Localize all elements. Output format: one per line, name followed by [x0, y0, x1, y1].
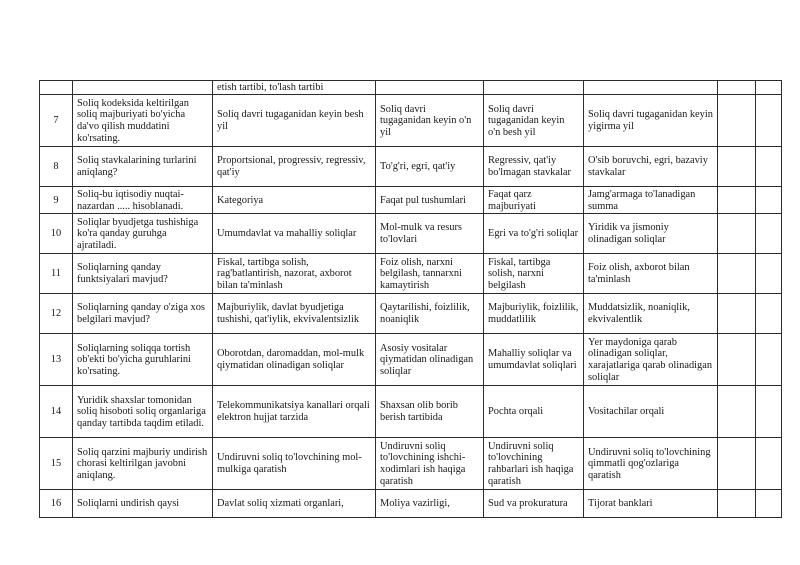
cell-answer-d: Soliq davri tugaganidan keyin yigirma yil [584, 95, 718, 147]
cell-blank-1 [718, 438, 756, 490]
cell-blank-2 [756, 187, 782, 214]
table-row [40, 187, 782, 214]
cell-answer-c: Regressiv, qat'iy bo'lmagan stavkalar [484, 147, 584, 187]
cell-answer-b: Moliya vazirligi, [376, 490, 484, 518]
cell-answer-a: Telekommunikatsiya kanallari orqali elektron hujjat tarzida [213, 386, 376, 438]
cell-blank-2 [756, 490, 782, 518]
cell-answer-b: Faqat pul tushumlari [376, 187, 484, 214]
cell-question: Soliq qarzini majburiy undirish chorasi keltirilgan javobni aniqlang. [73, 438, 213, 490]
cell-num: 7 [40, 95, 73, 147]
cell-answer-a: Umumdavlat va mahalliy soliqlar [213, 214, 376, 254]
cell-blank-2 [756, 81, 782, 95]
cell-answer-c: Majburiylik, foizlilik, muddatlilik [484, 294, 584, 334]
cell-question: Soliqlarning qanday o'ziga xos belgilari mavjud? [73, 294, 213, 334]
cell-answer-d: Undiruvni soliq to'lovchining qimmatli qog'ozlariga qaratish [584, 438, 718, 490]
cell-num: 8 [40, 147, 73, 187]
cell-answer-d: Foiz olish, axborot bilan ta'minlash [584, 254, 718, 294]
cell-blank-2 [756, 147, 782, 187]
cell-answer-b: Foiz olish, narxni belgilash, tannarxni kamaytirish [376, 254, 484, 294]
cell-question: Soliq-bu iqtisodiy nuqtai-nazardan ..... hisoblanadi. [73, 187, 213, 214]
cell-question [73, 81, 213, 95]
table-row [40, 294, 782, 334]
cell-blank-1 [718, 386, 756, 438]
cell-answer-c [484, 81, 584, 95]
cell-answer-c: Soliq davri tugaganidan keyin o'n besh yil [484, 95, 584, 147]
table-row [40, 438, 782, 490]
cell-num: 10 [40, 214, 73, 254]
cell-answer-b: Qaytarilishi, foizlilik, noaniqlik [376, 294, 484, 334]
cell-answer-b: Soliq davri tugaganidan keyin o'n yil [376, 95, 484, 147]
table-row [40, 147, 782, 187]
quiz-table [39, 80, 782, 518]
cell-answer-b: Asosiy vositalar qiymatidan olinadigan soliqlar [376, 334, 484, 386]
cell-num: 12 [40, 294, 73, 334]
cell-blank-1 [718, 254, 756, 294]
cell-answer-c: Fiskal, tartibga solish, narxni belgilash [484, 254, 584, 294]
cell-num [40, 81, 73, 95]
cell-answer-d: Jamg'armaga to'lanadigan summa [584, 187, 718, 214]
cell-blank-1 [718, 490, 756, 518]
cell-blank-2 [756, 386, 782, 438]
cell-blank-2 [756, 438, 782, 490]
cell-blank-1 [718, 334, 756, 386]
cell-answer-b: Shaxsan olib borib berish tartibida [376, 386, 484, 438]
cell-answer-b: Undiruvni soliq to'lovchining ishchi-xodimlari ish haqiga qaratish [376, 438, 484, 490]
cell-answer-a: Oborotdan, daromaddan, mol-mulk qiymatidan olinadigan soliqlar [213, 334, 376, 386]
cell-answer-a: Davlat soliq xizmati organlari, [213, 490, 376, 518]
cell-answer-c: Undiruvni soliq to'lovchining rahbarlari ish haqiga qaratish [484, 438, 584, 490]
cell-answer-c: Egri va to'g'ri soliqlar [484, 214, 584, 254]
table-row [40, 334, 782, 386]
cell-num: 15 [40, 438, 73, 490]
cell-question: Soliq kodeksida keltirilgan soliq majburiyati bo'yicha da'vo qilish muddatini ko'rsating. [73, 95, 213, 147]
cell-answer-c: Faqat qarz majburiyati [484, 187, 584, 214]
cell-answer-c: Sud va prokuratura [484, 490, 584, 518]
cell-blank-1 [718, 81, 756, 95]
cell-answer-d: O'sib boruvchi, egri, bazaviy stavkalar [584, 147, 718, 187]
cell-answer-b [376, 81, 484, 95]
cell-answer-a: etish tartibi, to'lash tartibi [213, 81, 376, 95]
cell-answer-c: Mahalliy soliqlar va umumdavlat soliqlari [484, 334, 584, 386]
cell-num: 11 [40, 254, 73, 294]
cell-blank-1 [718, 214, 756, 254]
table-row [40, 386, 782, 438]
cell-blank-1 [718, 187, 756, 214]
cell-question: Soliq stavkalarining turlarini aniqlang? [73, 147, 213, 187]
cell-answer-d [584, 81, 718, 95]
cell-answer-a: Undiruvni soliq to'lovchining mol-mulkiga qaratish [213, 438, 376, 490]
table-row-continuation [40, 81, 782, 95]
cell-answer-a: Fiskal, tartibga solish, rag'batlantirish, nazorat, axborot bilan ta'minlash [213, 254, 376, 294]
cell-blank-2 [756, 254, 782, 294]
cell-blank-2 [756, 95, 782, 147]
cell-num: 16 [40, 490, 73, 518]
cell-question: Soliqlar byudjetga tushishiga ko'ra qanday guruhga ajratiladi. [73, 214, 213, 254]
cell-answer-b: To'g'ri, egri, qat'iy [376, 147, 484, 187]
cell-answer-d: Vositachilar orqali [584, 386, 718, 438]
cell-answer-a: Proportsional, progressiv, regressiv, qat'iy [213, 147, 376, 187]
cell-answer-c: Pochta orqali [484, 386, 584, 438]
table-row [40, 254, 782, 294]
cell-answer-d: Muddatsizlik, noaniqlik, ekvivalentlik [584, 294, 718, 334]
cell-answer-b: Mol-mulk va resurs to'lovlari [376, 214, 484, 254]
cell-question: Soliqlarning qanday funktsiyalari mavjud? [73, 254, 213, 294]
cell-blank-1 [718, 294, 756, 334]
cell-question: Soliqlarning soliqqa tortish ob'ekti bo'yicha guruhlarini ko'rsating. [73, 334, 213, 386]
cell-blank-2 [756, 214, 782, 254]
cell-blank-2 [756, 294, 782, 334]
table-row [40, 214, 782, 254]
table-row [40, 95, 782, 147]
cell-answer-a: Kategoriya [213, 187, 376, 214]
cell-blank-2 [756, 334, 782, 386]
cell-blank-1 [718, 95, 756, 147]
cell-answer-a: Majburiylik, davlat byudjetiga tushishi, qat'iylik, ekvivalentsizlik [213, 294, 376, 334]
cell-question: Yuridik shaxslar tomonidan soliq hisoboti soliq organlariga qanday tartibda taqdim etiladi. [73, 386, 213, 438]
cell-answer-d: Yiridik va jismoniy olinadigan soliqlar [584, 214, 718, 254]
table-row [40, 490, 782, 518]
cell-answer-d: Tijorat banklari [584, 490, 718, 518]
cell-blank-1 [718, 147, 756, 187]
cell-question: Soliqlarni undirish qaysi [73, 490, 213, 518]
cell-answer-d: Yer maydoniga qarab olinadigan soliqlar, xarajatlariga qarab olinadigan soliqlar [584, 334, 718, 386]
cell-num: 13 [40, 334, 73, 386]
cell-num: 9 [40, 187, 73, 214]
cell-answer-a: Soliq davri tugaganidan keyin besh yil [213, 95, 376, 147]
cell-num: 14 [40, 386, 73, 438]
